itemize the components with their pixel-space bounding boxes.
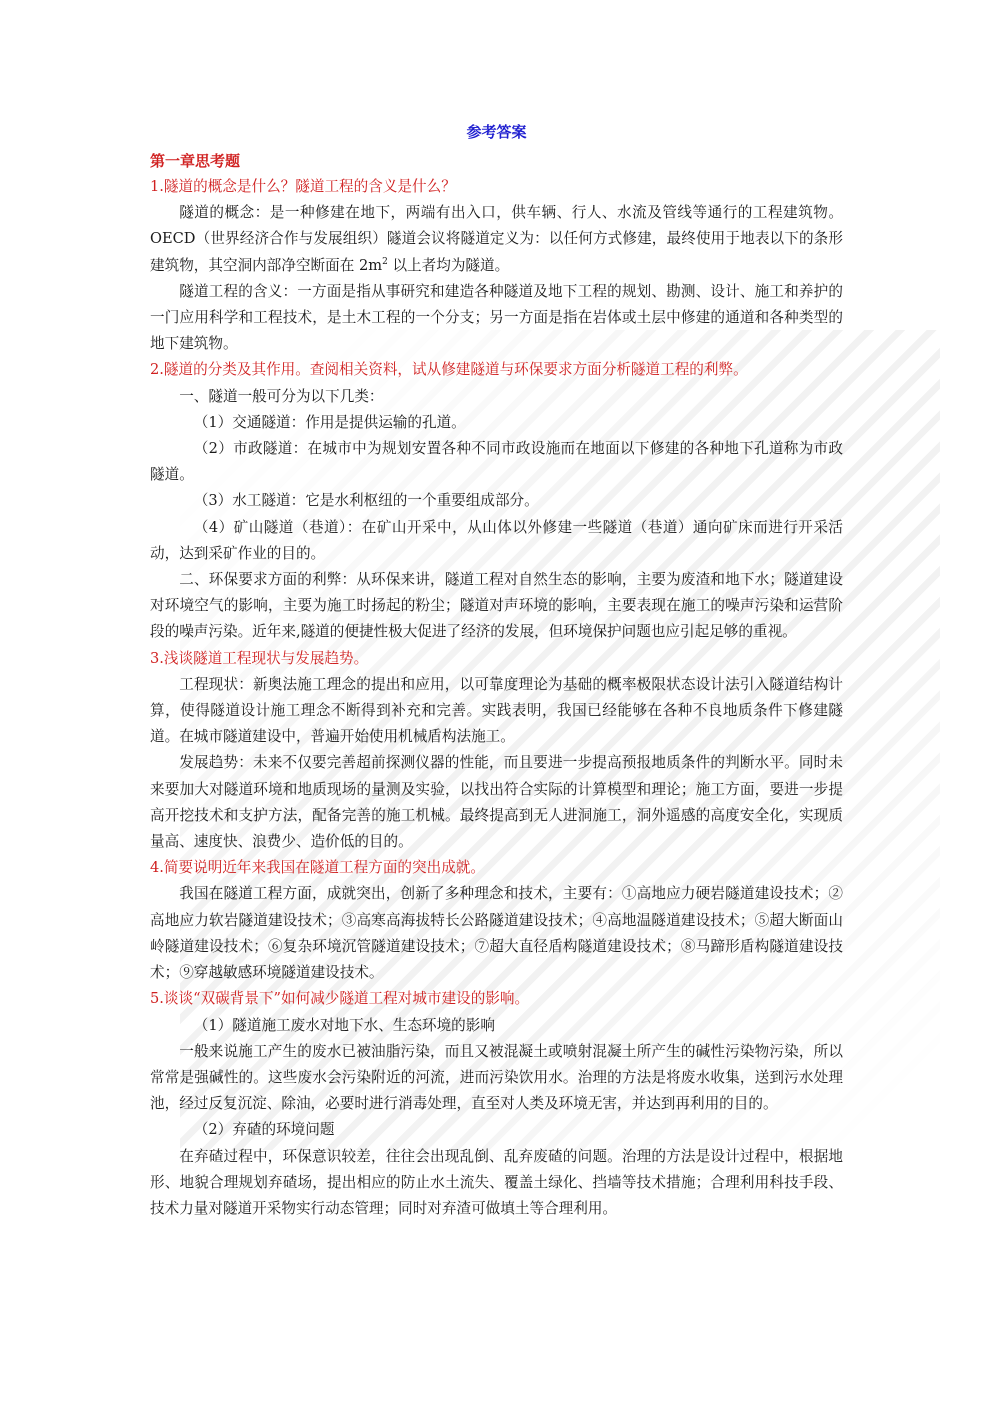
q3-answer-paragraph-1: 工程现状：新奥法施工理念的提出和应用，以可靠度理论为基础的概率极限状态设计法引入隧道结构计算，使得隧道设计施工理念不断得到补充和完善。实践表明，我国已经能够在各种不良地质条件下修建隧道。在城市隧道建设中，普遍开始使用机械盾构法施工。 bbox=[150, 675, 843, 746]
q5-subheading-1: （1）隧道施工废水对地下水、生态环境的影响 bbox=[193, 1016, 495, 1034]
page-title: 参考答案 bbox=[466, 123, 527, 141]
question-3: 3.浅谈隧道工程现状与发展趋势。 bbox=[150, 649, 369, 667]
q2-answer-item-3: （3）水工隧道：它是水利枢纽的一个重要组成部分。 bbox=[193, 492, 539, 510]
q5-answer-paragraph-1: 一般来说施工产生的废水已被油脂污染，而且又被混凝土或喷射混凝土所产生的碱性污染物污染，所以常常是强碱性的。这些废水会污染附近的河流，进而污染饮用水。治理的方法是将废水收集，送到污水处理池，经过反复沉淀、除油，必要时进行消毒处理，直至对人类及环境无害，并达到再利用的目的。 bbox=[150, 1042, 843, 1113]
question-1: 1.隧道的概念是什么？隧道工程的含义是什么？ bbox=[150, 178, 456, 195]
question-5: 5.谈谈“双碳背景下”如何减少隧道工程对城市建设的影响。 bbox=[150, 990, 530, 1008]
q2-answer-item-1: （1）交通隧道：作用是提供运输的孔道。 bbox=[193, 413, 466, 431]
q1-answer-paragraph-1 bbox=[150, 200, 843, 279]
document-page bbox=[150, 118, 843, 1222]
superscript-2: 2 bbox=[382, 256, 388, 267]
q5-answer-paragraph-2: 在弃碴过程中，环保意识较差，往往会出现乱倒、乱弃废碴的问题。治理的方法是设计过程中，根据地形、地貌合理规划弃碴场，提出相应的防止水土流失、覆盖土绿化、挡墙等技术措施；合理利用科技手段、技术力量对隧道开采物实行动态管理；同时对弃渣可做填土等合理利用。 bbox=[150, 1147, 843, 1217]
q3-answer-paragraph-2: 发展趋势：未来不仅要完善超前探测仪器的性能，而且要进一步提高预报地质条件的判断水平。同时未来要加大对隧道环境和地质现场的量测及实验，以找出符合实际的计算模型和理论；施工方面，要进一步提高开挖技术和支护方法，配备完善的施工机械。最终提高到无人进洞施工，洞外遥感的高度安全化，实现质量高、速度快、浪费少、造价低的目的。 bbox=[150, 754, 843, 851]
chapter-heading: 第一章思考题 bbox=[150, 152, 241, 170]
q1-answer-paragraph-2: 隧道工程的含义：一方面是指从事研究和建造各种隧道及地下工程的规划、勘测、设计、施工和养护的一门应用科学和工程技术，是土木工程的一个分支；另一方面是指在岩体或土层中修建的通道和各种类型的地下建筑物。 bbox=[150, 282, 843, 353]
q2-answer-paragraph-1: 一、隧道一般可分为以下几类： bbox=[179, 387, 384, 405]
q2-answer-item-4: （4）矿山隧道（巷道）：在矿山开采中，从山体以外修建一些隧道（巷道）通向矿床而进行开采活动，达到采矿作业的目的。 bbox=[150, 518, 843, 562]
q4-answer-paragraph-1: 我国在隧道工程方面，成就突出，创新了多种理念和技术，主要有：①高地应力硬岩隧道建设技术；②高地应力软岩隧道建设技术；③高寒高海拔特长公路隧道建设技术；④高地温隧道建设技术；⑤超大断面山岭隧道建设技术；⑥复杂环境沉管隧道建设技术；⑦超大直径盾构隧道建设技术；⑧马蹄形盾构隧道建设技术；⑨穿越敏感环境隧道建设技术。 bbox=[150, 885, 843, 982]
q5-subheading-2: （2）弃碴的环境问题 bbox=[193, 1121, 335, 1139]
q2-answer-paragraph-2: 二、环保要求方面的利弊：从环保来讲，隧道工程对自然生态的影响，主要为废渣和地下水；隧道建设对环境空气的影响，主要为施工时扬起的粉尘；隧道对声环境的影响，主要表现在施工的噪声污染和运营阶段的噪声污染。近年来,隧道的便捷性极大促进了经济的发展，但环境保护问题也应引起足够的重视。 bbox=[150, 571, 843, 641]
q1-p1-tail: 以上者均为隧道。 bbox=[387, 256, 510, 274]
question-2: 2.隧道的分类及其作用。查阅相关资料，试从修建隧道与环保要求方面分析隧道工程的利弊。 bbox=[150, 361, 748, 379]
q2-answer-item-2: （2）市政隧道：在城市中为规划安置各种不同市政设施而在地面以下修建的各种地下孔道称为市政隧道。 bbox=[150, 440, 843, 484]
q1-p1-text: 隧道的概念：是一种修建在地下，两端有出入口，供车辆、行人、水流及管线等通行的工程建筑物。OECD（世界经济合作与发展组织）隧道会议将隧道定义为：以任何方式修建，最终使用于地表以下的条形建筑物，其空洞内部净空断面在 2m bbox=[150, 204, 843, 274]
question-4: 4.简要说明近年来我国在隧道工程方面的突出成就。 bbox=[150, 859, 485, 877]
